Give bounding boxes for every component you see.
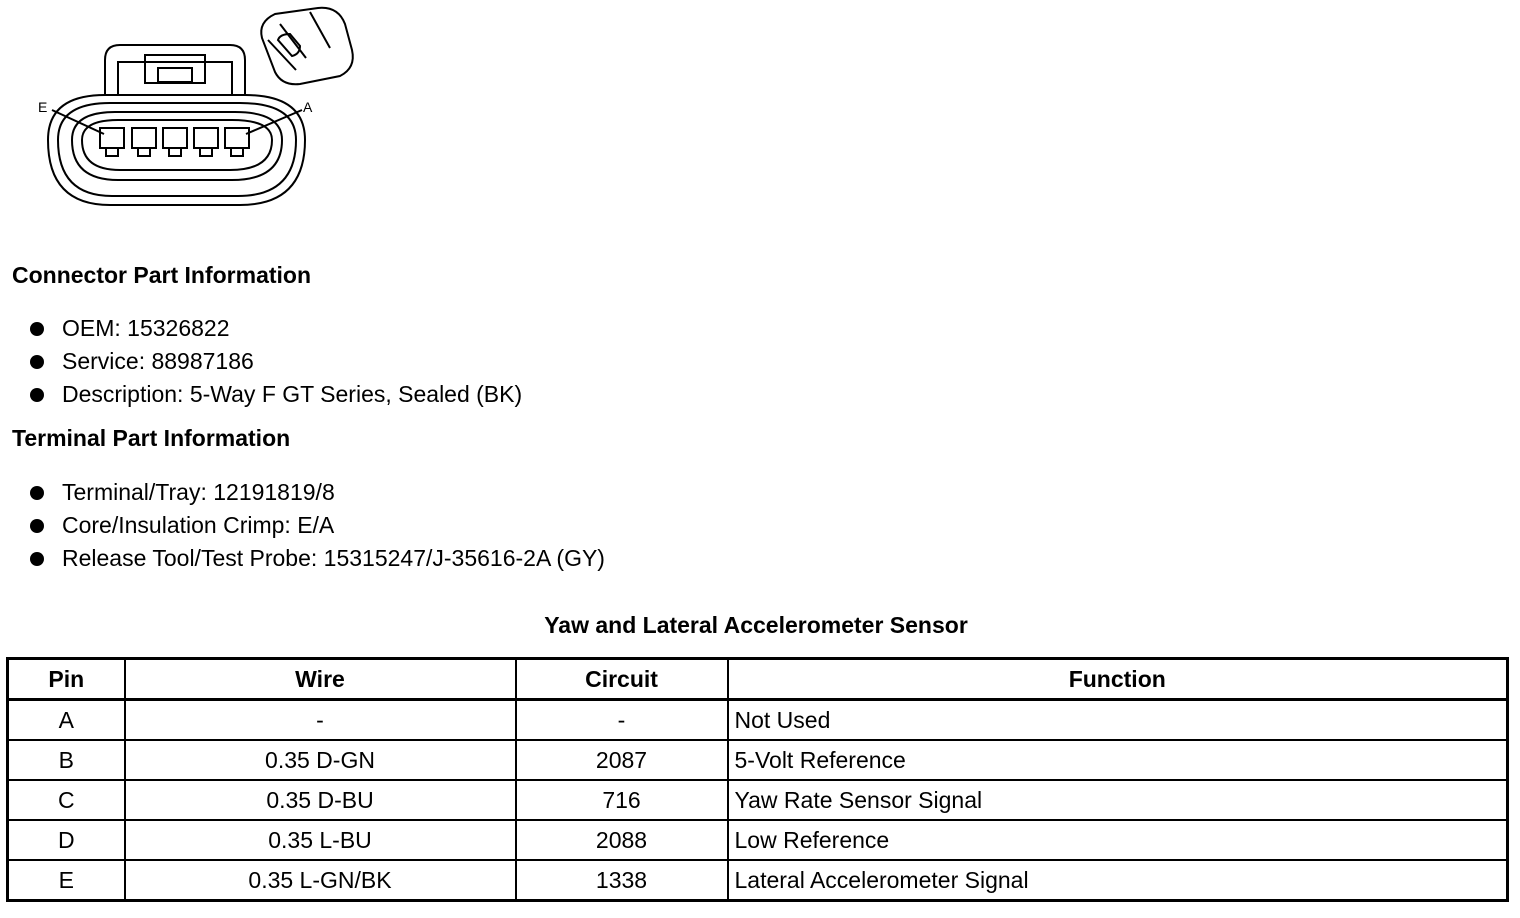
table-row	[8, 740, 1508, 780]
table-row	[8, 780, 1508, 820]
list-item: Description: 5-Way F GT Series, Sealed (BK)	[28, 378, 522, 411]
list-item: Core/Insulation Crimp: E/A	[28, 509, 605, 542]
table-row	[8, 700, 1508, 741]
cell-circuit: 2087	[516, 740, 728, 780]
table-row	[8, 860, 1508, 901]
terminal-part-heading: Terminal Part Information	[12, 425, 291, 451]
cell-function: Low Reference	[728, 820, 1508, 860]
cell-pin: A	[8, 700, 125, 741]
cell-pin: C	[8, 780, 125, 820]
header-function: Function	[728, 659, 1508, 700]
cell-function: 5-Volt Reference	[728, 740, 1508, 780]
terminal-part-list	[28, 476, 605, 575]
cell-wire: 0.35 D-BU	[125, 780, 516, 820]
connector-part-heading: Connector Part Information	[12, 262, 312, 288]
header-circuit: Circuit	[516, 659, 728, 700]
cell-pin: E	[8, 860, 125, 901]
table-header-row	[8, 659, 1508, 700]
cell-circuit: 1338	[516, 860, 728, 901]
cell-pin: D	[8, 820, 125, 860]
connector-diagram	[0, 0, 370, 215]
list-item: Release Tool/Test Probe: 15315247/J-35616-2A (GY)	[28, 542, 605, 575]
header-wire: Wire	[125, 659, 516, 700]
cell-wire: 0.35 L-BU	[125, 820, 516, 860]
table-row	[8, 820, 1508, 860]
pinout-table	[6, 657, 1509, 902]
cell-function: Yaw Rate Sensor Signal	[728, 780, 1508, 820]
list-item: OEM: 15326822	[28, 312, 522, 345]
cell-circuit: 2088	[516, 820, 728, 860]
cell-wire: 0.35 L-GN/BK	[125, 860, 516, 901]
list-item: Service: 88987186	[28, 345, 522, 378]
connector-part-list	[28, 312, 522, 411]
pin-a-label: A	[303, 99, 313, 115]
list-item: Terminal/Tray: 12191819/8	[28, 476, 605, 509]
cell-pin: B	[8, 740, 125, 780]
cell-circuit: 716	[516, 780, 728, 820]
cell-circuit: -	[516, 700, 728, 741]
header-pin: Pin	[8, 659, 125, 700]
table-title: Yaw and Lateral Accelerometer Sensor	[544, 612, 968, 638]
cell-wire: -	[125, 700, 516, 741]
cell-wire: 0.35 D-GN	[125, 740, 516, 780]
pin-e-label: E	[38, 99, 48, 115]
cell-function: Not Used	[728, 700, 1508, 741]
cell-function: Lateral Accelerometer Signal	[728, 860, 1508, 901]
